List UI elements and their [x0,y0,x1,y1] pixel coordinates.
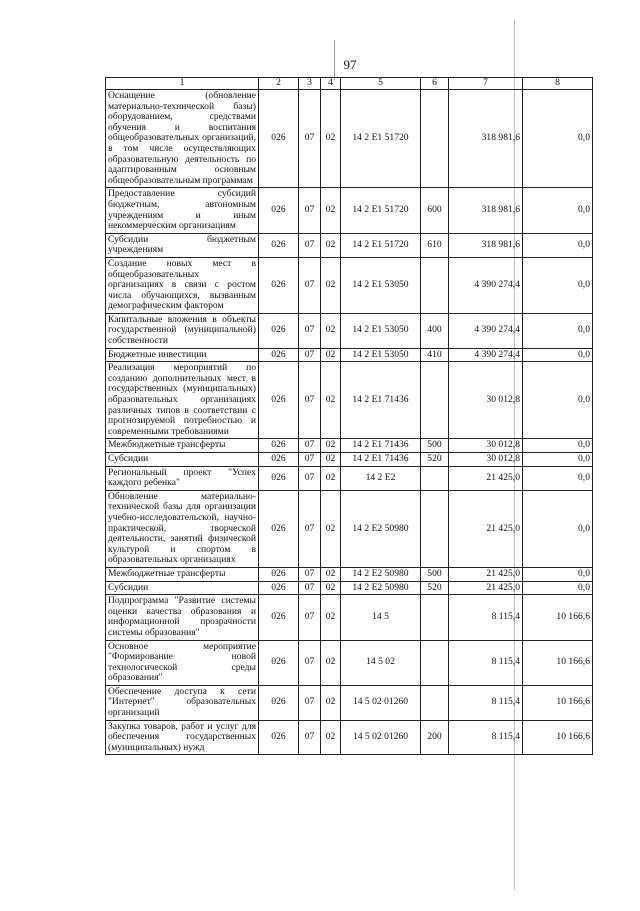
cell-amount-year2: 10 166,6 [523,640,593,685]
cell-amount-year1: 30 012,8 [449,453,523,467]
cell-name: Предоставление субсидий бюджетным, автономным учреждениям и иным некоммерческим организациям [106,188,259,233]
cell-amount-year2: 0,0 [523,233,593,257]
cell-expense-type [421,685,449,720]
cell-target-article: 14 2 E2 50980 [341,581,421,595]
scan-fold-line [334,40,335,80]
cell-section-code: 07 [299,720,321,755]
cell-target-article: 14 2 E2 50980 [341,490,421,567]
cell-ministry-code: 026 [259,362,299,439]
cell-ministry-code: 026 [259,595,299,640]
column-header: 4 [321,78,341,90]
cell-expense-type [421,640,449,685]
table-row [106,490,593,567]
cell-expense-type: 600 [421,188,449,233]
cell-target-article: 14 2 E1 51720 [341,233,421,257]
cell-name: Субсидии [106,453,259,467]
cell-amount-year2: 0,0 [523,581,593,595]
table-row [106,313,593,348]
cell-section-code: 07 [299,362,321,439]
cell-ministry-code: 026 [259,188,299,233]
cell-expense-type [421,90,449,188]
cell-expense-type: 520 [421,581,449,595]
cell-name: Межбюджетные трансферты [106,567,259,581]
cell-subsection-code: 02 [321,362,341,439]
cell-amount-year1: 4 390 274,4 [449,348,523,362]
cell-name: Основное мероприятие "Формирование новой технологической среды образования" [106,640,259,685]
cell-subsection-code: 02 [321,90,341,188]
cell-subsection-code: 02 [321,233,341,257]
table-row [106,348,593,362]
cell-amount-year2: 0,0 [523,313,593,348]
cell-name: Межбюджетные трансферты [106,439,259,453]
cell-amount-year2: 0,0 [523,490,593,567]
cell-amount-year2: 0,0 [523,188,593,233]
cell-ministry-code: 026 [259,685,299,720]
cell-expense-type: 610 [421,233,449,257]
cell-section-code: 07 [299,439,321,453]
cell-subsection-code: 02 [321,640,341,685]
cell-amount-year1: 21 425,0 [449,466,523,490]
table-row [106,640,593,685]
cell-name: Капитальные вложения в объекты государственной (муниципальной) собственности [106,313,259,348]
cell-name: Реализация мероприятий по созданию дополнительных мест в государственных (муниципальных) образовательных организациях различных типов в соответствии с прогнозируемой потребностью и современными требованиями [106,362,259,439]
cell-amount-year2: 0,0 [523,466,593,490]
cell-ministry-code: 026 [259,490,299,567]
cell-target-article: 14 5 02 [341,640,421,685]
table-body [106,90,593,755]
cell-name: Обеспечение доступа к сети "Интернет" образовательных организаций [106,685,259,720]
budget-table [105,77,593,755]
cell-section-code: 07 [299,595,321,640]
cell-amount-year2: 10 166,6 [523,685,593,720]
column-header: 2 [259,78,299,90]
cell-amount-year1: 21 425,0 [449,490,523,567]
table-header-row [106,78,593,90]
table-row [106,567,593,581]
cell-amount-year1: 4 390 274,4 [449,257,523,313]
cell-amount-year1: 30 012,8 [449,439,523,453]
cell-amount-year1: 8 115,4 [449,640,523,685]
cell-subsection-code: 02 [321,567,341,581]
cell-section-code: 07 [299,188,321,233]
cell-expense-type: 500 [421,439,449,453]
table-row [106,188,593,233]
cell-ministry-code: 026 [259,348,299,362]
cell-section-code: 07 [299,567,321,581]
cell-subsection-code: 02 [321,348,341,362]
cell-target-article: 14 2 E1 53050 [341,257,421,313]
cell-subsection-code: 02 [321,685,341,720]
cell-amount-year1: 8 115,4 [449,595,523,640]
cell-amount-year2: 0,0 [523,453,593,467]
cell-ministry-code: 026 [259,640,299,685]
cell-section-code: 07 [299,453,321,467]
cell-ministry-code: 026 [259,439,299,453]
cell-section-code: 07 [299,640,321,685]
cell-target-article: 14 2 E2 50980 [341,567,421,581]
cell-amount-year1: 8 115,4 [449,685,523,720]
column-header: 8 [523,78,593,90]
cell-subsection-code: 02 [321,581,341,595]
cell-target-article: 14 5 [341,595,421,640]
cell-expense-type: 520 [421,453,449,467]
cell-expense-type: 400 [421,313,449,348]
table-row [106,595,593,640]
cell-amount-year2: 0,0 [523,439,593,453]
cell-section-code: 07 [299,348,321,362]
cell-ministry-code: 026 [259,453,299,467]
cell-target-article: 14 2 E1 53050 [341,348,421,362]
column-header: 6 [421,78,449,90]
cell-section-code: 07 [299,90,321,188]
cell-target-article: 14 5 02 01260 [341,720,421,755]
cell-expense-type: 410 [421,348,449,362]
cell-name: Региональный проект "Успех каждого ребенка" [106,466,259,490]
column-header: 7 [449,78,523,90]
cell-amount-year2: 0,0 [523,348,593,362]
cell-amount-year1: 318 981,6 [449,90,523,188]
cell-target-article: 14 2 E1 71436 [341,362,421,439]
cell-name: Подпрограмма "Развитие системы оценки качества образования и информационной прозрачности системы образования" [106,595,259,640]
cell-amount-year2: 0,0 [523,567,593,581]
cell-name: Закупка товаров, работ и услуг для обеспечения государственных (муниципальных) нужд [106,720,259,755]
cell-name: Субсидии бюджетным учреждениям [106,233,259,257]
cell-ministry-code: 026 [259,257,299,313]
cell-expense-type: 500 [421,567,449,581]
cell-expense-type: 200 [421,720,449,755]
table-row [106,439,593,453]
cell-ministry-code: 026 [259,313,299,348]
cell-amount-year2: 10 166,6 [523,595,593,640]
cell-amount-year2: 0,0 [523,362,593,439]
table-row [106,581,593,595]
cell-amount-year1: 4 390 274,4 [449,313,523,348]
cell-subsection-code: 02 [321,595,341,640]
table-row [106,720,593,755]
cell-name: Бюджетные инвестиции [106,348,259,362]
cell-name: Создание новых мест в общеобразовательных организациях в связи с ростом числа обучающихся, вызванным демографическим фактором [106,257,259,313]
cell-subsection-code: 02 [321,188,341,233]
cell-subsection-code: 02 [321,313,341,348]
cell-amount-year1: 21 425,0 [449,567,523,581]
cell-subsection-code: 02 [321,720,341,755]
cell-ministry-code: 026 [259,466,299,490]
cell-expense-type [421,466,449,490]
cell-target-article: 14 5 02 01260 [341,685,421,720]
cell-subsection-code: 02 [321,439,341,453]
cell-target-article: 14 2 E1 71436 [341,453,421,467]
cell-section-code: 07 [299,257,321,313]
cell-subsection-code: 02 [321,490,341,567]
cell-target-article: 14 2 E1 53050 [341,313,421,348]
cell-section-code: 07 [299,233,321,257]
cell-expense-type [421,362,449,439]
cell-ministry-code: 026 [259,567,299,581]
table-row [106,90,593,188]
cell-section-code: 07 [299,466,321,490]
cell-target-article: 14 2 E1 51720 [341,90,421,188]
cell-amount-year1: 8 115,4 [449,720,523,755]
cell-section-code: 07 [299,490,321,567]
table-row [106,453,593,467]
cell-section-code: 07 [299,685,321,720]
cell-amount-year2: 10 166,6 [523,720,593,755]
cell-name: Обновление материально-технической базы для организации учебно-исследовательской, научно-практической, творческой деятельности, занятий физической культурой и спортом в образовательных организациях [106,490,259,567]
cell-target-article: 14 2 E1 71436 [341,439,421,453]
cell-subsection-code: 02 [321,453,341,467]
table-row [106,466,593,490]
cell-target-article: 14 2 E1 51720 [341,188,421,233]
cell-subsection-code: 02 [321,466,341,490]
cell-amount-year1: 21 425,0 [449,581,523,595]
cell-subsection-code: 02 [321,257,341,313]
cell-section-code: 07 [299,581,321,595]
page-number: 97 [343,57,357,72]
cell-ministry-code: 026 [259,233,299,257]
cell-expense-type [421,490,449,567]
cell-ministry-code: 026 [259,720,299,755]
cell-amount-year2: 0,0 [523,90,593,188]
cell-amount-year1: 318 981,6 [449,188,523,233]
cell-amount-year2: 0,0 [523,257,593,313]
cell-amount-year1: 30 012,8 [449,362,523,439]
table-row [106,257,593,313]
table-row [106,233,593,257]
table-row [106,362,593,439]
cell-expense-type [421,257,449,313]
cell-name: Субсидии [106,581,259,595]
cell-name: Оснащение (обновление материально-технической базы) оборудованием, средствами обучения и воспитания общеобразовательных организаций, в том числе осуществляющих образовательную деятельность по адаптированным основным общеобразовательным программам [106,90,259,188]
cell-expense-type [421,595,449,640]
cell-ministry-code: 026 [259,90,299,188]
column-header: 1 [106,78,259,90]
column-header: 5 [341,78,421,90]
cell-target-article: 14 2 E2 [341,466,421,490]
table-row [106,685,593,720]
cell-ministry-code: 026 [259,581,299,595]
column-header: 3 [299,78,321,90]
cell-amount-year1: 318 981,6 [449,233,523,257]
cell-section-code: 07 [299,313,321,348]
